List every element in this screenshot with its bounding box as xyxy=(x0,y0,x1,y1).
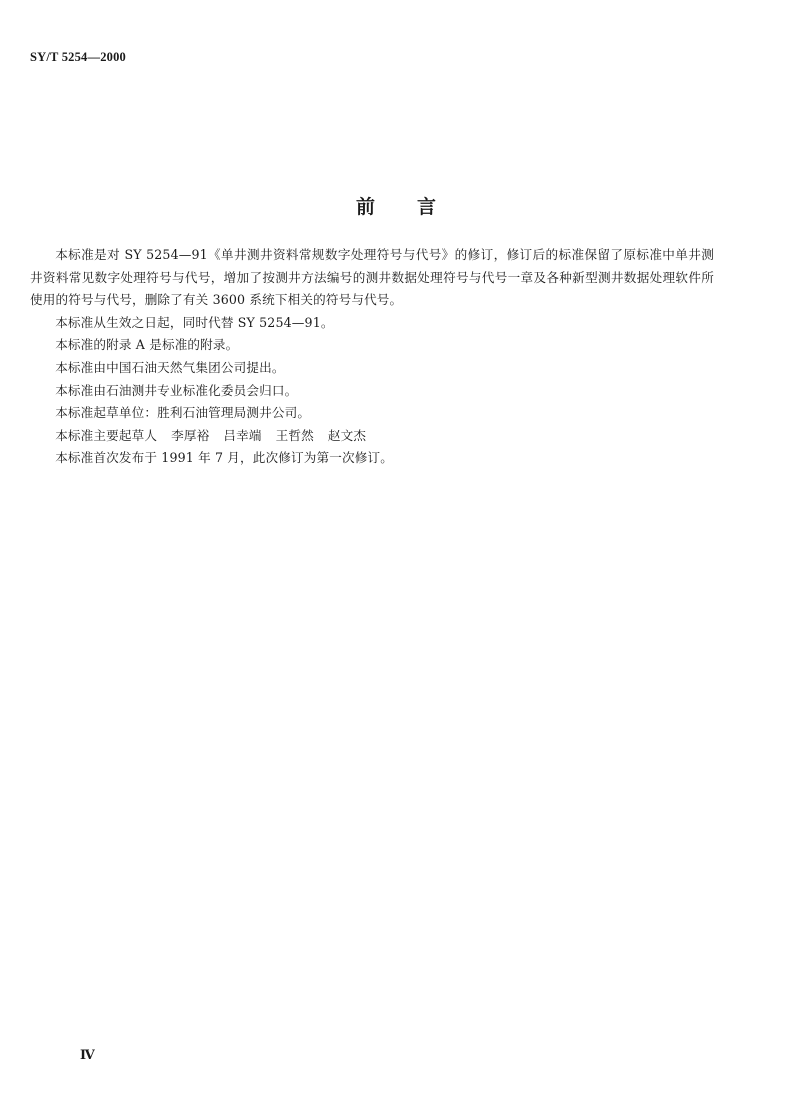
title-char-2: 言 xyxy=(417,196,437,218)
drafter-name: 赵文杰 xyxy=(327,427,367,443)
paragraph-drafters xyxy=(30,425,714,448)
drafter-name: 吕幸端 xyxy=(223,427,262,443)
page-title xyxy=(0,192,792,219)
drafter-name: 李厚裕 xyxy=(171,427,210,443)
paragraph-first-published: 本标准首次发布于 1991 年 7 月，此次修订为第一次修订。 xyxy=(55,450,393,466)
drafter-name: 王哲然 xyxy=(275,427,314,443)
paragraph-drafting-unit: 本标准起草单位：胜利石油管理局测井公司。 xyxy=(55,405,311,421)
paragraph-replaces: 本标准从生效之日起，同时代替 SY 5254—91。 xyxy=(55,314,334,330)
standard-code: SY/T 5254—2000 xyxy=(30,50,126,64)
title-char-1: 前 xyxy=(355,196,375,218)
paragraph-revision: 本标准是对 SY 5254—91《单井测井资料常规数字处理符号与代号》的修订，修订后的标准保留了原标准中单井测井资料常见数字处理符号与代号，增加了按测井方法编号的测井数据处理符号与代号一章及各种新型测井数据处理软件所使用的符号与代号，删除了有关 3600 系统下相关的符号与代号。 xyxy=(30,247,714,308)
paragraph-managed-by: 本标准由石油测井专业标准化委员会归口。 xyxy=(55,382,298,398)
paragraph-proposed-by: 本标准由中国石油天然气集团公司提出。 xyxy=(55,359,285,375)
drafters-label: 本标准主要起草人 xyxy=(55,427,158,443)
foreword-body xyxy=(30,244,714,470)
paragraph-appendix: 本标准的附录 A 是标准的附录。 xyxy=(55,337,239,353)
page-number: Ⅳ xyxy=(80,1047,95,1062)
